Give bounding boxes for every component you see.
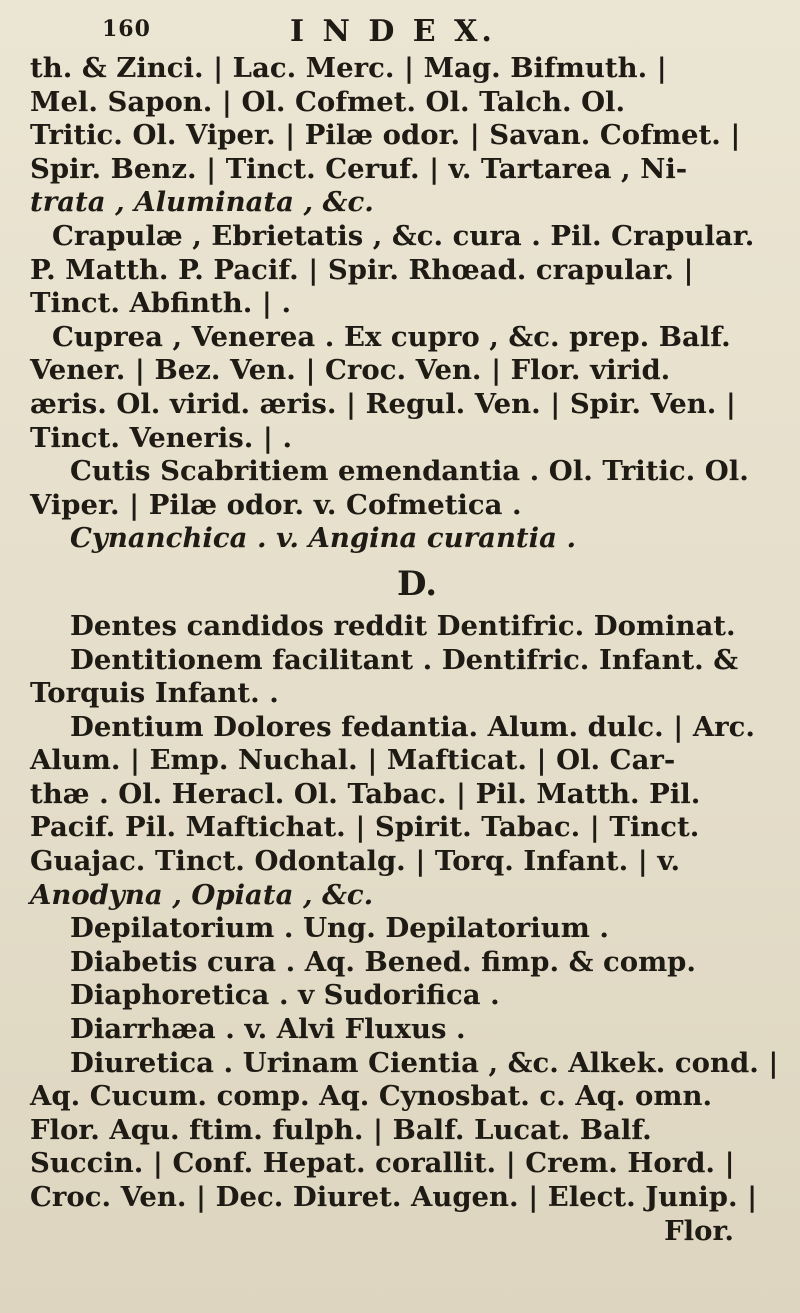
index-line: Croc. Ven. | Dec. Diuret. Augen. | Elect. Junip. |: [30, 1181, 758, 1213]
index-entry-cynanchica: Cynanchica . v. Angina curantia .: [70, 522, 577, 555]
index-line: Aq. Cucum. comp. Aq. Cynosbat. c. Aq. omn.: [30, 1080, 713, 1113]
page-header: [30, 14, 764, 52]
index-line: Flor. Aqu. ftim. fulph. | Balf. Lucat. Balf.: [30, 1113, 652, 1146]
index-entry-diabetis: Diabetis cura . Aq. Bened. fimp. & comp.: [70, 945, 696, 978]
index-line: Torquis Infant. .: [30, 677, 279, 710]
index-line: Tinct. Abfinth. | .: [30, 287, 292, 320]
index-line: th. & Zinci. | Lac. Merc. | Mag. Bifmuth. |: [30, 52, 667, 84]
index-entry-dentes: Dentes candidos reddit Dentifric. Dominat.: [70, 609, 736, 642]
catchword: Flor.: [664, 1214, 734, 1247]
index-entry-cutis: Cutis Scabritiem emendantia . Ol. Tritic. Ol.: [70, 455, 749, 488]
index-entry-dentitionem: Dentitionem facilitant . Dentifric. Infant. &: [70, 643, 739, 676]
index-line: Mel. Sapon. | Ol. Cofmet. Ol. Talch. Ol.: [30, 85, 626, 118]
index-line: Pacif. Pil. Maftichat. | Spirit. Tabac. | Tinct.: [30, 811, 700, 844]
index-entry-diaphoretica: Diaphoretica . v Sudorifica .: [70, 979, 500, 1012]
index-line: Viper. | Pilæ odor. v. Cofmetica .: [30, 488, 522, 521]
running-head: I N D E X.: [290, 14, 496, 49]
section-d-entries: [30, 609, 779, 1248]
index-line: Tinct. Veneris. | .: [30, 421, 293, 454]
index-line: Vener. | Bez. Ven. | Croc. Ven. | Flor. virid.: [30, 354, 671, 387]
letter-heading-d: D.: [396, 563, 438, 604]
index-entry-diarrhaea: Diarrhæa . v. Alvi Fluxus .: [70, 1013, 466, 1046]
index-entry-crapulae: Crapulæ , Ebrietatis , &c. cura . Pil. Crapular.: [52, 219, 755, 252]
index-line: Tritic. Ol. Viper. | Pilæ odor. | Savan. Cofmet. |: [30, 119, 741, 152]
page-number: 160: [102, 16, 151, 42]
index-line: Guajac. Tinct. Odontalg. | Torq. Infant. | v.: [30, 845, 681, 878]
index-entry-cuprea: Cuprea , Venerea . Ex cupro , &c. prep. Balf.: [52, 320, 731, 353]
index-line: Anodyna , Opiata , &c.: [30, 878, 374, 911]
index-line: æris. Ol. virid. æris. | Regul. Ven. | Spir. Ven. |: [30, 387, 736, 420]
index-entry-dentium: Dentium Dolores fedantia. Alum. dulc. | Arc.: [70, 710, 755, 743]
index-line: Succin. | Conf. Hepat. corallit. | Crem. Hord. |: [30, 1147, 735, 1180]
section-c-entries: [30, 52, 764, 556]
index-line: Spir. Benz. | Tinct. Ceruf. | v. Tartarea , Ni-: [30, 152, 688, 185]
index-line: P. Matth. P. Pacif. | Spir. Rhœad. crapular. |: [30, 253, 694, 286]
index-entry-depilatorium: Depilatorium . Ung. Depilatorium .: [70, 912, 609, 945]
index-line: trata , Aluminata , &c.: [30, 186, 374, 219]
index-line: thæ . Ol. Heracl. Ol. Tabac. | Pil. Matth. Pil.: [30, 777, 701, 810]
index-entry-diuretica: Diuretica . Urinam Cientia , &c. Alkek. cond. |: [70, 1046, 779, 1079]
index-line: Alum. | Emp. Nuchal. | Mafticat. | Ol. Car-: [30, 744, 676, 777]
